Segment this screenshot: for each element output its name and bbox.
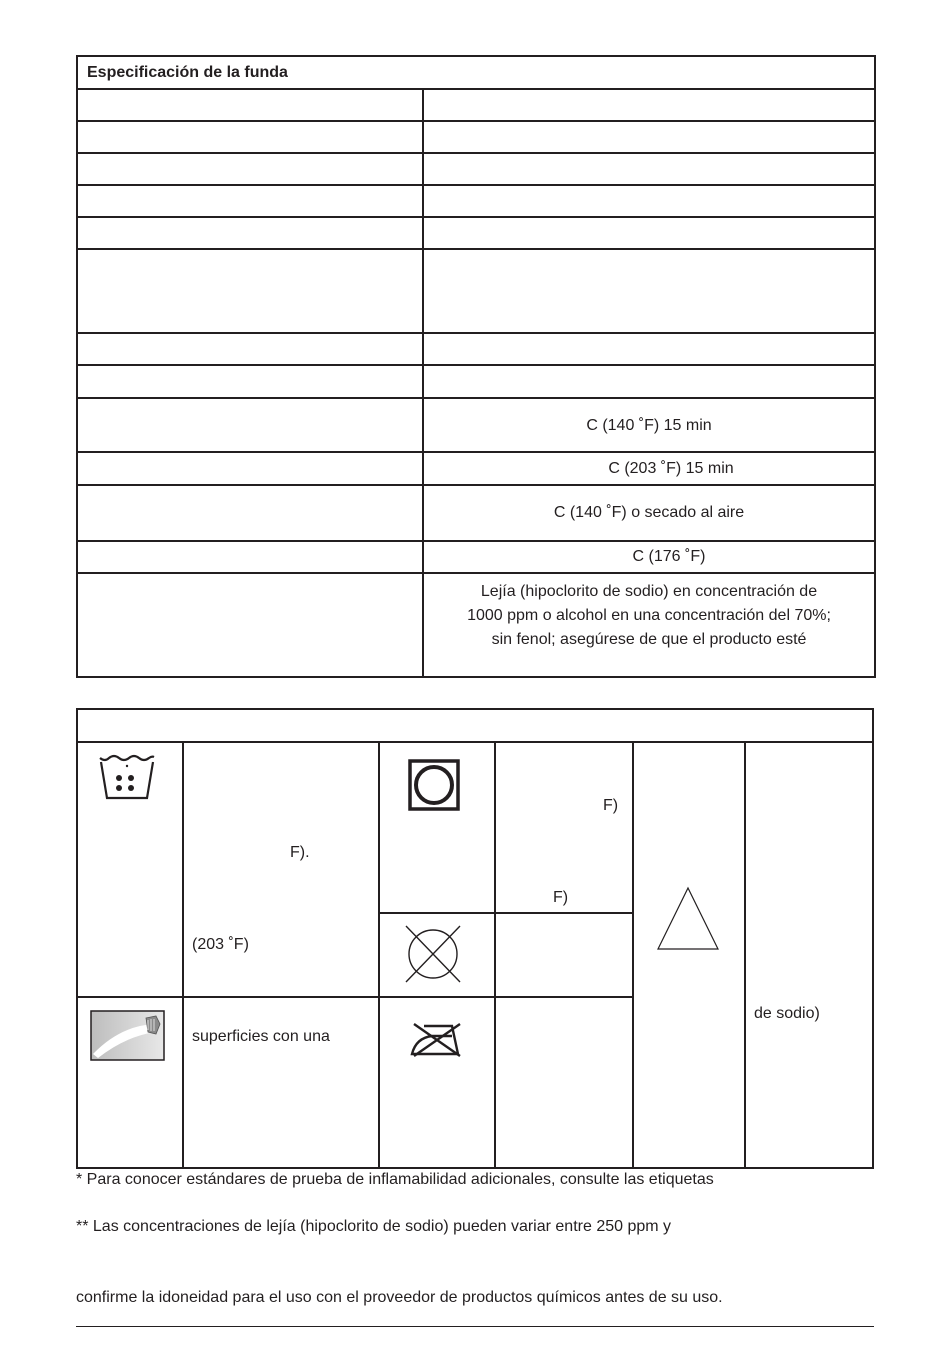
footnote-flammability: * Para conocer estándares de prueba de inflamabilidad adicionales, consulte las etiquetas [76, 1171, 714, 1188]
spec-table [76, 55, 876, 678]
spec-row-value: C (140 ˚F) o secado al aire [423, 485, 875, 541]
spec-table-header-row [77, 56, 875, 89]
spec-row-value [423, 217, 875, 249]
care-row-divider [378, 912, 634, 914]
table-row [77, 121, 875, 153]
spec-row-label [77, 153, 423, 185]
spec-row-value [423, 333, 875, 365]
spec-row-label [77, 365, 423, 398]
table-row [77, 541, 875, 573]
care-table-left-border [76, 708, 78, 1169]
footnote-supplier: confirme la idoneidad para el uso con el proveedor de productos químicos antes de su uso. [76, 1289, 723, 1306]
table-row [77, 485, 875, 541]
table-row [77, 89, 875, 121]
table-row [77, 573, 875, 677]
wash-temp-text: (203 ˚F) [192, 936, 249, 953]
spec-row-label [77, 121, 423, 153]
table-row [77, 365, 875, 398]
spec-row-value [423, 365, 875, 398]
wipe-surface-icon [90, 1010, 166, 1062]
dry-text: F) [553, 889, 569, 906]
spec-row-label [77, 573, 423, 677]
spec-row-label [77, 452, 423, 485]
bleach-allowed-icon [656, 886, 720, 952]
spec-row-label [77, 249, 423, 333]
tumble-dry-icon [408, 759, 460, 811]
care-table-top-border [76, 708, 874, 710]
table-row [77, 153, 875, 185]
spec-row-label [77, 398, 423, 452]
care-col-divider [494, 741, 496, 1169]
dry-text: F) [603, 797, 619, 814]
wash-text: F). [290, 844, 310, 861]
spec-row-label [77, 217, 423, 249]
table-row [77, 452, 875, 485]
table-row [77, 398, 875, 452]
table-row [77, 249, 875, 333]
care-table-bottom-border [76, 1167, 874, 1169]
footnote-bleach: ** Las concentraciones de lejía (hipoclorito de sodio) pueden variar entre 250 ppm y [76, 1218, 672, 1235]
care-col-divider [378, 741, 380, 1169]
wipe-text: superficies con una [192, 1028, 330, 1045]
spec-row-value [423, 185, 875, 217]
spec-row-value [423, 573, 875, 677]
table-row [77, 333, 875, 365]
spec-row-value: C (140 ˚F) 15 min [423, 398, 875, 452]
table-row [77, 217, 875, 249]
spec-row-label [77, 333, 423, 365]
spec-row-label [77, 541, 423, 573]
care-table-header-divider [76, 741, 874, 743]
bleach-spec-line: 1000 ppm o alcohol en una concentración del 70%; [467, 607, 831, 624]
spec-row-value [423, 121, 875, 153]
care-row-divider [76, 996, 634, 998]
care-col-divider [744, 741, 746, 1169]
care-table-right-border [872, 708, 874, 1169]
bleach-spec-line: sin fenol; asegúrese de que el producto esté [491, 631, 807, 648]
spec-row-value: C (176 ˚F) [423, 541, 875, 573]
table-row [77, 185, 875, 217]
spec-row-label [77, 485, 423, 541]
spec-row-label [77, 185, 423, 217]
spec-row-value [423, 89, 875, 121]
footer-rule [76, 1326, 874, 1327]
do-not-dry-clean-icon [402, 924, 464, 984]
machine-wash-icon [98, 754, 156, 802]
spec-row-value: C (203 ˚F) 15 min [423, 452, 875, 485]
care-col-divider [182, 741, 184, 1169]
bleach-text: de sodio) [754, 1005, 820, 1022]
do-not-iron-icon [408, 1020, 466, 1060]
spec-row-value [423, 153, 875, 185]
care-col-divider [632, 741, 634, 1169]
spec-table-title: Especificación de la funda [77, 56, 875, 89]
spec-row-label [77, 89, 423, 121]
spec-row-value [423, 249, 875, 333]
bleach-spec-line: Lejía (hipoclorito de sodio) en concentración de [480, 583, 818, 600]
